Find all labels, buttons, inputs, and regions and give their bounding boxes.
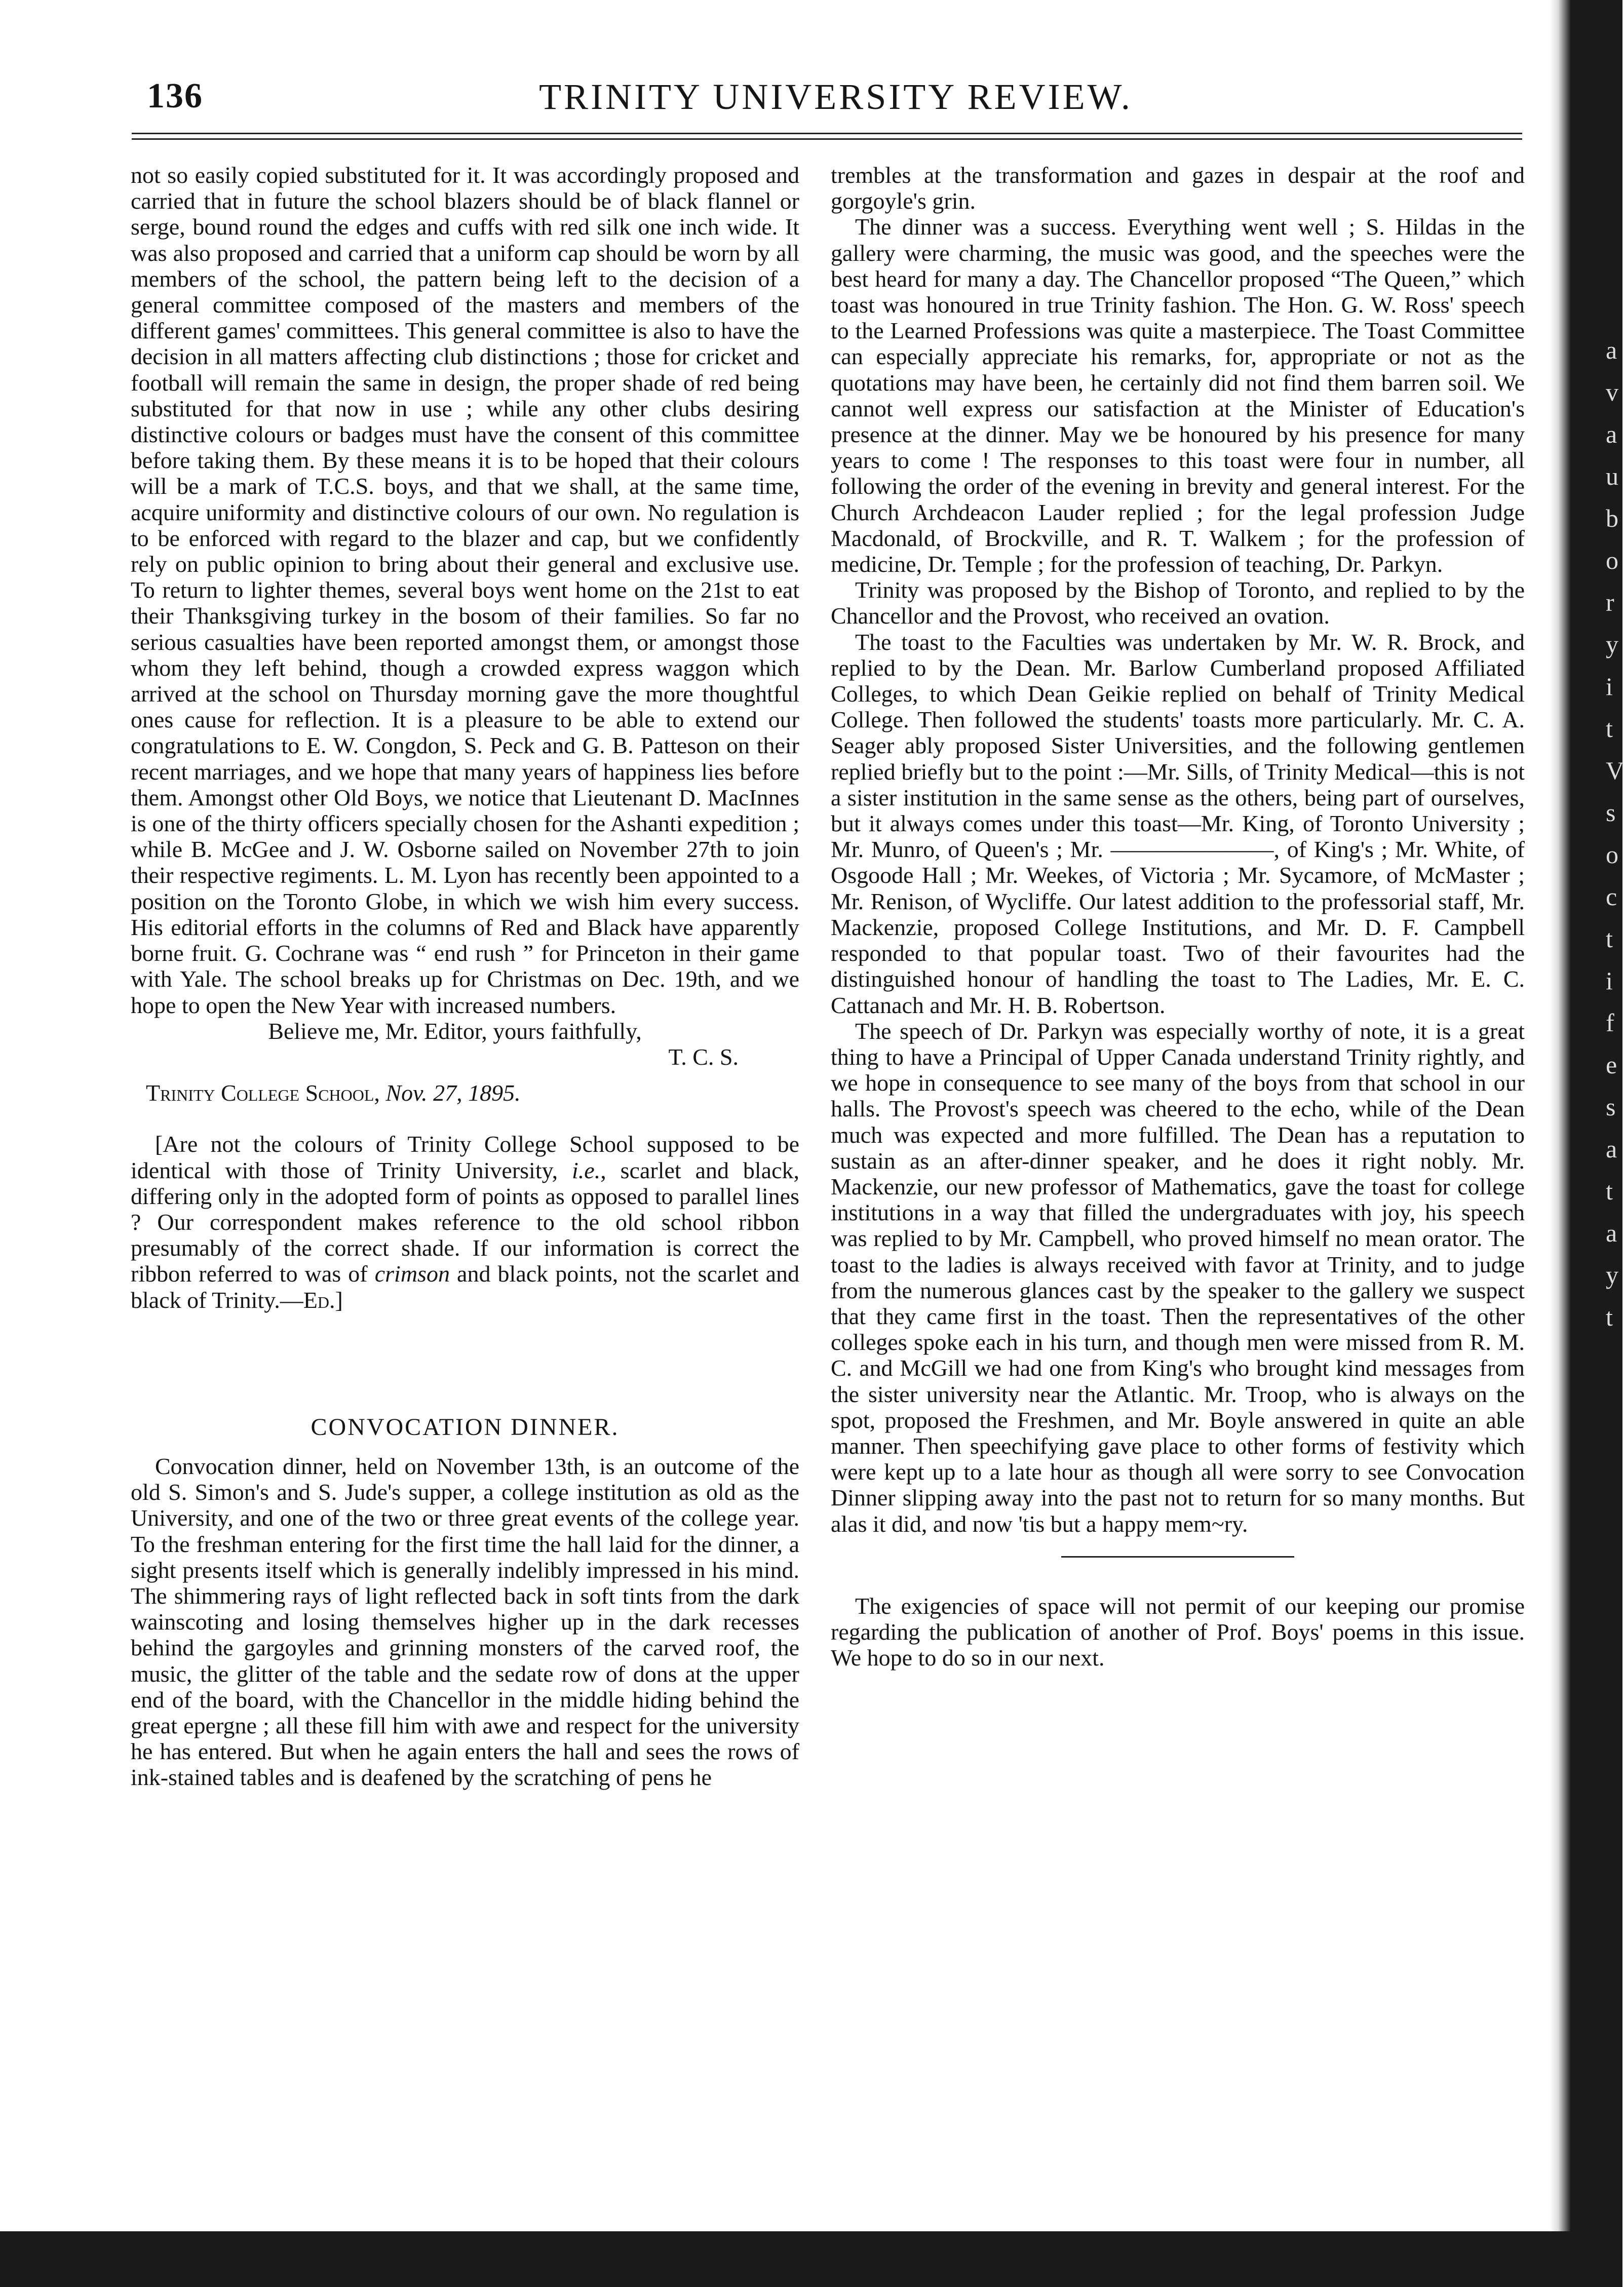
note-text-3: and black points, not the scarlet and black of Trinity.— [131,1261,800,1313]
section-separator-rule [1061,1556,1294,1558]
adjacent-page-bleed-text: a v a u b o r y i t V s o c t i f e s a t a y t [1606,336,1624,1331]
note-crimson: crimson [374,1261,450,1287]
speech-paragraph: The speech of Dr. Parkyn was especially worthy of note, it is a great thing to have a Principal of Upper Canada understand Trinity rightly, and we hope in consequence to see many of the boys from that school in our halls. The Provost's speech was cheered to the echo, while of the Dean much was expected and more fulfilled. The Dean has a reputation to sustain as an after-dinner speaker, and he does it right nobly. Mr. Mackenzie, our new professor of Mathematics, gave the toast for college institutions in a way that filled the undergraduates with joy, his speech was replied to by Mr. Campbell, who proved himself no mean orator. The toast to the ladies is always received with favor at Trinity, and to judge from the numerous glances cast by the speaker to the gallery we suspect that they came first in the toast. Then the representatives of the other colleges spoke each in his turn, and though men were missed from R. M. C. and McGill we had one from King's who brought kind messages from the sister university near the Atlantic. Mr. Troop, who is always on the spot, proposed the Freshmen, and Mr. Boyle answered in quite an able manner. Then speechifying gave place to other forms of festivity which were kept up to a late hour as though all were sorry to see Convocation Dinner slipping away into the past not to return for so many months. But alas it did, and now 'tis but a happy mem~ry. [831,1018,1525,1537]
dinner-intro-paragraph: Convocation dinner, held on November 13th, is an outcome of the old S. Simon's and S. Jude's supper, a college institution as old as the University, and one of the two or three great events of the college year. To the freshman entering for the first time the hall laid for the dinner, a sight presents itself which is generally indelibly impressed in his mind. The shimmering rays of light reflected back in soft tints from the dark wainscoting and losing themselves higher up in the dark recesses behind the gargoyles and grinning monsters of the carved roof, the music, the glitter of the table and the sedate row of dons at the upper end of the board, with the Chancellor in the middle hiding behind the great epergne ; all these fill him with awe and respect for the university he has entered. But when he again enters the hall and sees the rows of ink-stained tables and is deafened by the scratching of pens he [131,1453,799,1791]
letter-paragraph: not so easily copied substituted for it. It was accordingly proposed and carried that in future the school blazers should be of black flannel or serge, bound round the edges and cuffs with red silk one inch wide. It was also proposed and carried that a uniform cap should be worn by all members of the school, the pattern being left to the decision of a general committee composed of the masters and members of the different games' committees. This general committee is also to have the decision in all matters affecting club distinctions ; those for cricket and football will remain the same in design, the proper shade of red being substituted for that now in use ; while any other clubs desiring distinctive colours or badges must have the consent of this committee before taking them. By these means it is to be hoped that their colours will be a mark of T.C.S. boys, and that we shall, at the same time, acquire uniformity and distinctive colours of our own. No regulation is to be enforced with regard to the blazer and cap, but we confidently rely on public opinion to bring about their general and exclusive use. To return to lighter themes, several boys went home on the 21st to eat their Thanksgiving turkey in the bosom of their families. So far no serious casualties have been reported amongst them, or amongst those whom they left behind, though a crowded express waggon which arrived at the school on Thursday morning gave the more thoughtful ones cause for reflection. It is a pleasure to be able to extend our congratulations to E. W. Congdon, S. Peck and G. B. Patteson on their recent marriages, and we hope that many years of happiness lies before them. Amongst other Old Boys, we notice that Lieutenant D. MacInnes is one of the thirty officers specially chosen for the Ashanti expedition ; while B. McGee and J. W. Osborne sailed on November 27th to join their respective regiments. L. M. Lyon has recently been appointed to a position on the Toronto Globe, in which we wish him every success. His editorial efforts in the columns of Red and Black have apparently borne fruit. G. Cochrane was “ end rush ” for Princeton in their game with Yale. The school breaks up for Christmas on Dec. 19th, and we hope to open the New Year with increased numbers. [131,162,799,1018]
note-closing-bracket: ] [335,1287,343,1313]
dinner-success-paragraph: The dinner was a success. Everything went well ; S. Hildas in the gallery were charming, the music was good, and the speeches were the best heard for many a day. The Chancellor proposed “The Queen,” which toast was honoured in true Trinity fashion. The Hon. G. W. Ross' speech to the Learned Professions was quite a masterpiece. The Toast Committee can especially appreciate his remarks, for, appropriate or not as the quotations may have been, he certainly did not find them barren soil. We cannot well express our satisfaction at the Minister of Education's presence at the dinner. May we be honoured by his presence for many years to come ! The responses to this toast were four in number, all following the order of the evening in brevity and general interest. For the Church Archdeacon Lauder replied ; for the legal profession Judge Macdonald, of Brockville, and R. T. Walkem ; for the profession of medicine, Dr. Temple ; for the profession of teaching, Dr. Parkyn. [831,214,1525,577]
letter-signoff: Believe me, Mr. Editor, yours faithfully, [268,1018,642,1044]
scan-dark-edge-bottom [0,2231,1622,2287]
header-rule-upper [132,133,1522,134]
note-text-2: , scarlet and black, differing only in the adopted form of points as opposed to parallel lines ? Our correspondent makes reference to the old school ribbon presumably of the correct shade. If our information is correct the ribbon referred to was of [131,1157,800,1287]
trinity-toast-paragraph: Trinity was proposed by the Bishop of Toronto, and replied to by the Chancellor and the Provost, who received an ovation. [831,577,1525,629]
section-heading: CONVOCATION DINNER. [311,1413,620,1441]
page-gutter-shadow [1550,0,1570,2287]
letter-dateline [131,1080,799,1106]
left-column [131,162,799,1791]
note-ie: i.e. [572,1157,601,1183]
editor-note [131,1131,799,1312]
space-notice-paragraph: The exigencies of space will not permit of our keeping our promise regarding the publication of another of Prof. Boys' poems in this issue. We hope to do so in our next. [831,1593,1525,1671]
faculties-toast-paragraph: The toast to the Faculties was undertaken by Mr. W. R. Brock, and replied to by the Dean. Mr. Barlow Cumberland proposed Affiliated Colleges, to which Dean Geikie replied on behalf of Trinity Medical College. Then followed the students' toasts more particularly. Mr. C. A. Seager ably proposed Sister Universities, and the following gentlemen replied briefly but to the point :—Mr. Sills, of Trinity Medical—this is not a sister institution in the same sense as the others, being part of ourselves, but it always comes under this toast—Mr. King, of Toronto University ; Mr. Munro, of Queen's ; Mr. ———————, of King's ; Mr. White, of Osgoode Hall ; Mr. Weekes, of Victoria ; Mr. Sycamore, of McMaster ; Mr. Renison, of Wycliffe. Our latest addition to the professorial staff, Mr. Mackenzie, proposed College Institutions, and Mr. D. F. Campbell responded to that popular toast. Two of their favourites had the distinguished honour of handling the toast to The Ladies, Mr. E. C. Cattanach and Mr. H. B. Robertson. [831,629,1525,1018]
page-number: 136 [147,76,203,115]
continuation-paragraph: trembles at the transformation and gazes in despair at the roof and gorgoyle's grin. [831,162,1525,214]
letter-signature: T. C. S. [668,1043,739,1070]
note-editor-initials: Ed. [303,1287,335,1313]
running-title: TRINITY UNIVERSITY REVIEW. [539,76,1133,117]
dateline-date: Nov. 27, 1895. [385,1080,521,1106]
right-column [831,162,1525,1671]
dateline-place: Trinity College School, [146,1080,380,1106]
header-rule-lower [132,138,1522,140]
note-text-1: [Are not the colours of Trinity College School supposed to be identical with those of Trinity University, [131,1131,799,1183]
